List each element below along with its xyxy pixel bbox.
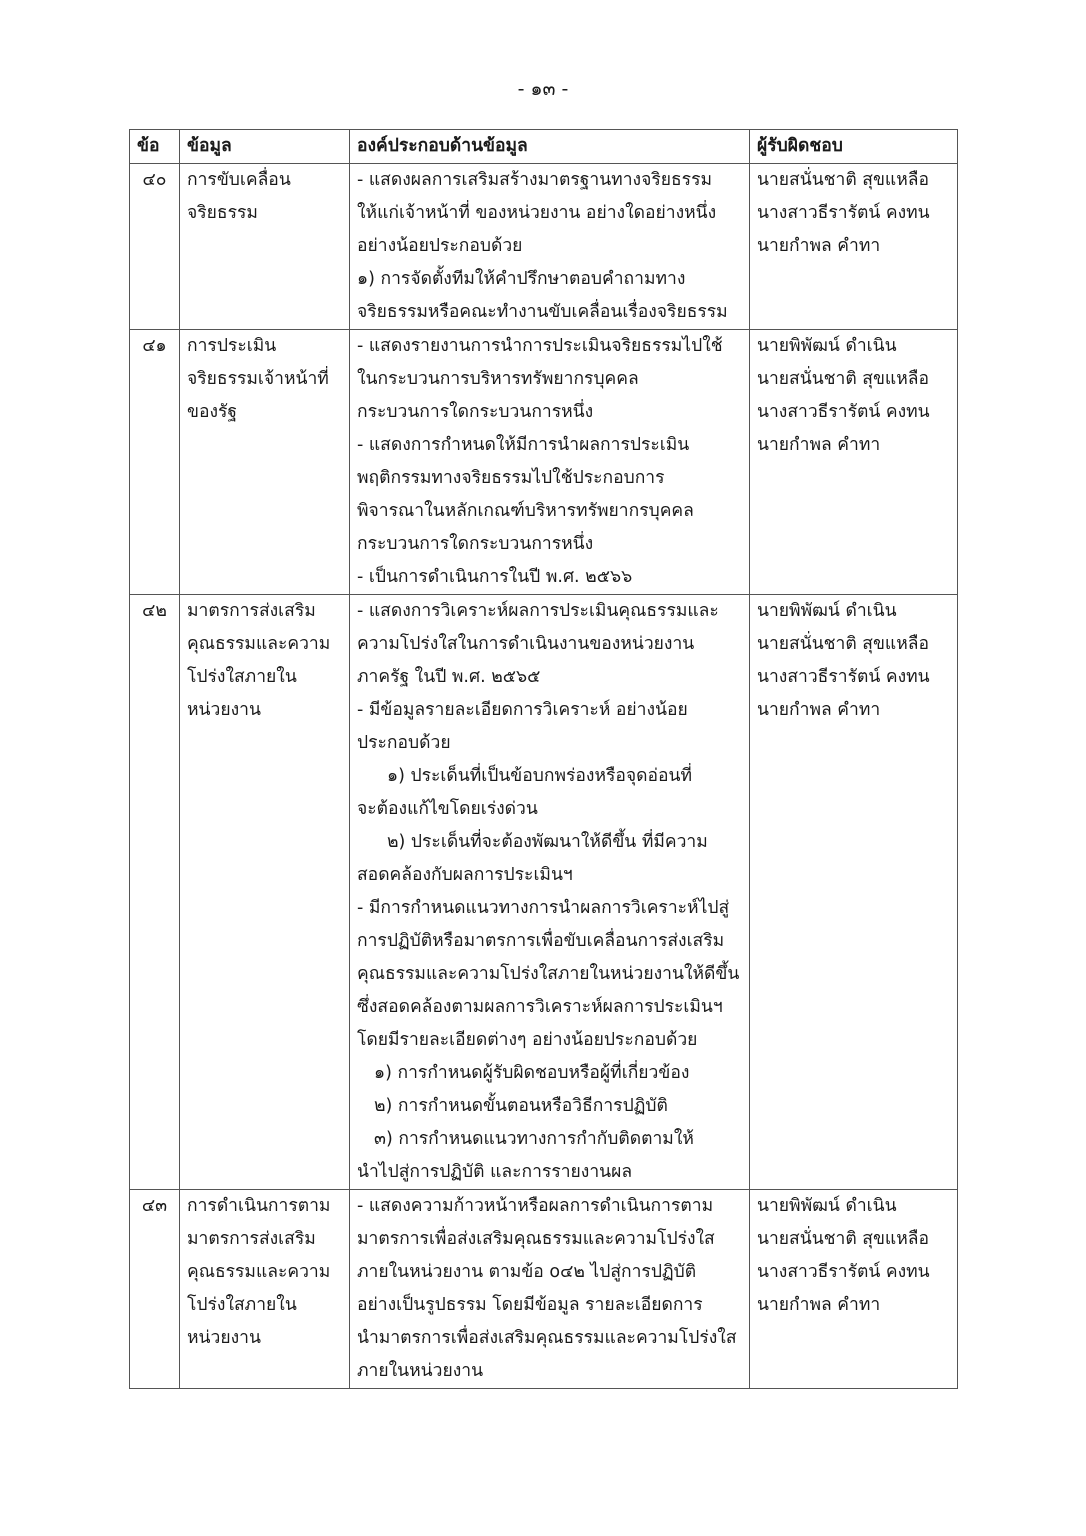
components-cell [350, 330, 750, 595]
data-table [129, 129, 958, 1389]
component-line: ๑) ประเด็นที่เป็นข้อบกพร่องหรือจุดอ่อนที่ [387, 766, 693, 786]
item-line: จริยธรรม [187, 203, 258, 223]
component-line: สอดคล้องกับผลการประเมินฯ [357, 865, 573, 885]
responsible-name: นายสนั่นชาติ สุขแหลือ [757, 170, 929, 190]
table-row [130, 330, 958, 595]
component-line: จะต้องแก้ไขโดยเร่งด่วน [357, 799, 538, 819]
row-number: ๔๑ [130, 330, 180, 595]
component-line: ซึ่งสอดคล้องตามผลการวิเคราะห์ผลการประเมินฯ [357, 997, 723, 1017]
component-line: ในกระบวนการบริหารทรัพยากรบุคคล [357, 369, 639, 389]
responsible-cell [750, 595, 958, 1190]
component-line: ภายในหน่วยงาน ตามข้อ o๔๒ ไปสู่การปฏิบัติ [357, 1262, 697, 1282]
table-row [130, 1190, 958, 1389]
responsible-cell [750, 1190, 958, 1389]
responsible-name: นางสาวธีรารัตน์ คงทน [757, 402, 930, 422]
responsible-name: นายกำพล คำทา [757, 700, 881, 720]
item-line: หน่วยงาน [187, 700, 261, 720]
component-line: กระบวนการใดกระบวนการหนึ่ง [357, 402, 594, 422]
item-line: มาตรการส่งเสริม [187, 601, 316, 621]
component-line: - แสดงการวิเคราะห์ผลการประเมินคุณธรรมและ [357, 601, 719, 621]
item-cell [180, 330, 350, 595]
item-line: โปร่งใสภายใน [187, 1295, 297, 1315]
components-cell [350, 164, 750, 330]
responsible-name: นายพิพัฒน์ ดำเนิน [757, 601, 897, 621]
responsible-name: นายสนั่นชาติ สุขแหลือ [757, 634, 929, 654]
component-line: ๑) การจัดตั้งทีมให้คำปรึกษาตอบคำถามทาง [357, 269, 686, 289]
header-item: ข้อมูล [180, 130, 350, 164]
component-line: ความโปร่งใสในการดำเนินงานของหน่วยงาน [357, 634, 695, 654]
responsible-name: นายกำพล คำทา [757, 236, 881, 256]
component-line: ๑) การกำหนดผู้รับผิดชอบหรือผู้ที่เกี่ยวข้อง [374, 1063, 690, 1083]
component-line: ภายในหน่วยงาน [357, 1361, 484, 1381]
component-line: มาตรการเพื่อส่งเสริมคุณธรรมและความโปร่งใส [357, 1229, 715, 1249]
item-cell [180, 1190, 350, 1389]
responsible-cell [750, 330, 958, 595]
component-line: การปฏิบัติหรือมาตรการเพื่อขับเคลื่อนการส่งเสริม [357, 931, 725, 951]
item-line: ของรัฐ [187, 402, 238, 422]
component-line: พิจารณาในหลักเกณฑ์บริหารทรัพยากรบุคคล [357, 501, 694, 521]
responsible-name: นายพิพัฒน์ ดำเนิน [757, 336, 897, 356]
responsible-name: นายสนั่นชาติ สุขแหลือ [757, 369, 929, 389]
responsible-cell [750, 164, 958, 330]
component-line: ภาครัฐ ในปี พ.ศ. ๒๕๖๕ [357, 667, 541, 687]
header-responsible: ผู้รับผิดชอบ [750, 130, 958, 164]
page-number: - ๑๓ - [517, 78, 569, 100]
component-line: - เป็นการดำเนินการในปี พ.ศ. ๒๕๖๖ [357, 567, 633, 587]
component-line: โดยมีรายละเอียดต่างๆ อย่างน้อยประกอบด้วย [357, 1030, 698, 1050]
component-line: ประกอบด้วย [357, 733, 451, 753]
components-cell [350, 1190, 750, 1389]
component-line: - มีการกำหนดแนวทางการนำผลการวิเคราะห์ไปสู่ [357, 898, 730, 918]
component-line: ๓) การกำหนดแนวทางการกำกับติดตามให้ [374, 1129, 694, 1149]
components-cell [350, 595, 750, 1190]
component-line: อย่างน้อยประกอบด้วย [357, 236, 523, 256]
item-line: การดำเนินการตาม [187, 1196, 331, 1216]
item-cell [180, 164, 350, 330]
responsible-name: นายกำพล คำทา [757, 435, 881, 455]
item-line: คุณธรรมและความ [187, 634, 331, 654]
table-header-row [130, 130, 958, 164]
row-number: ๔๐ [130, 164, 180, 330]
item-line: หน่วยงาน [187, 1328, 261, 1348]
item-cell [180, 595, 350, 1190]
component-line: จริยธรรมหรือคณะทำงานขับเคลื่อนเรื่องจริยธรรม [357, 302, 728, 322]
item-line: การประเมิน [187, 336, 277, 356]
item-line: คุณธรรมและความ [187, 1262, 331, 1282]
responsible-name: นายกำพล คำทา [757, 1295, 881, 1315]
component-line: - แสดงความก้าวหน้าหรือผลการดำเนินการตาม [357, 1196, 714, 1216]
responsible-name: นางสาวธีรารัตน์ คงทน [757, 1262, 930, 1282]
component-line: - แสดงรายงานการนำการประเมินจริยธรรมไปใช้ [357, 336, 723, 356]
component-line: - แสดงการกำหนดให้มีการนำผลการประเมิน [357, 435, 690, 455]
component-line: - มีข้อมูลรายละเอียดการวิเคราะห์ อย่างน้อย [357, 700, 688, 720]
component-line: พฤติกรรมทางจริยธรรมไปใช้ประกอบการ [357, 468, 665, 488]
row-number: ๔๓ [130, 1190, 180, 1389]
component-line: ๒) การกำหนดขั้นตอนหรือวิธีการปฏิบัติ [374, 1096, 668, 1116]
responsible-name: นางสาวธีรารัตน์ คงทน [757, 667, 930, 687]
table-row [130, 595, 958, 1190]
item-line: จริยธรรมเจ้าหน้าที่ [187, 369, 329, 389]
component-line: - แสดงผลการเสริมสร้างมาตรฐานทางจริยธรรม [357, 170, 712, 190]
header-no: ข้อ [130, 130, 180, 164]
header-components: องค์ประกอบด้านข้อมูล [350, 130, 750, 164]
row-number: ๔๒ [130, 595, 180, 1190]
responsible-name: นายพิพัฒน์ ดำเนิน [757, 1196, 897, 1216]
component-line: นำมาตรการเพื่อส่งเสริมคุณธรรมและความโปร่งใส [357, 1328, 737, 1348]
component-line: นำไปสู่การปฏิบัติ และการรายงานผล [357, 1162, 633, 1182]
responsible-name: นายสนั่นชาติ สุขแหลือ [757, 1229, 929, 1249]
component-line: อย่างเป็นรูปธรรม โดยมีข้อมูล รายละเอียดการ [357, 1295, 703, 1315]
responsible-name: นางสาวธีรารัตน์ คงทน [757, 203, 930, 223]
component-line: ๒) ประเด็นที่จะต้องพัฒนาให้ดีขึ้น ที่มีความ [387, 832, 708, 852]
component-line: คุณธรรมและความโปร่งใสภายในหน่วยงานให้ดีขึ้น [357, 964, 740, 984]
table-row [130, 164, 958, 330]
item-line: การขับเคลื่อน [187, 170, 291, 190]
component-line: ให้แก่เจ้าหน้าที่ ของหน่วยงาน อย่างใดอย่างหนึ่ง [357, 203, 717, 223]
item-line: มาตรการส่งเสริม [187, 1229, 316, 1249]
item-line: โปร่งใสภายใน [187, 667, 297, 687]
component-line: กระบวนการใดกระบวนการหนึ่ง [357, 534, 594, 554]
